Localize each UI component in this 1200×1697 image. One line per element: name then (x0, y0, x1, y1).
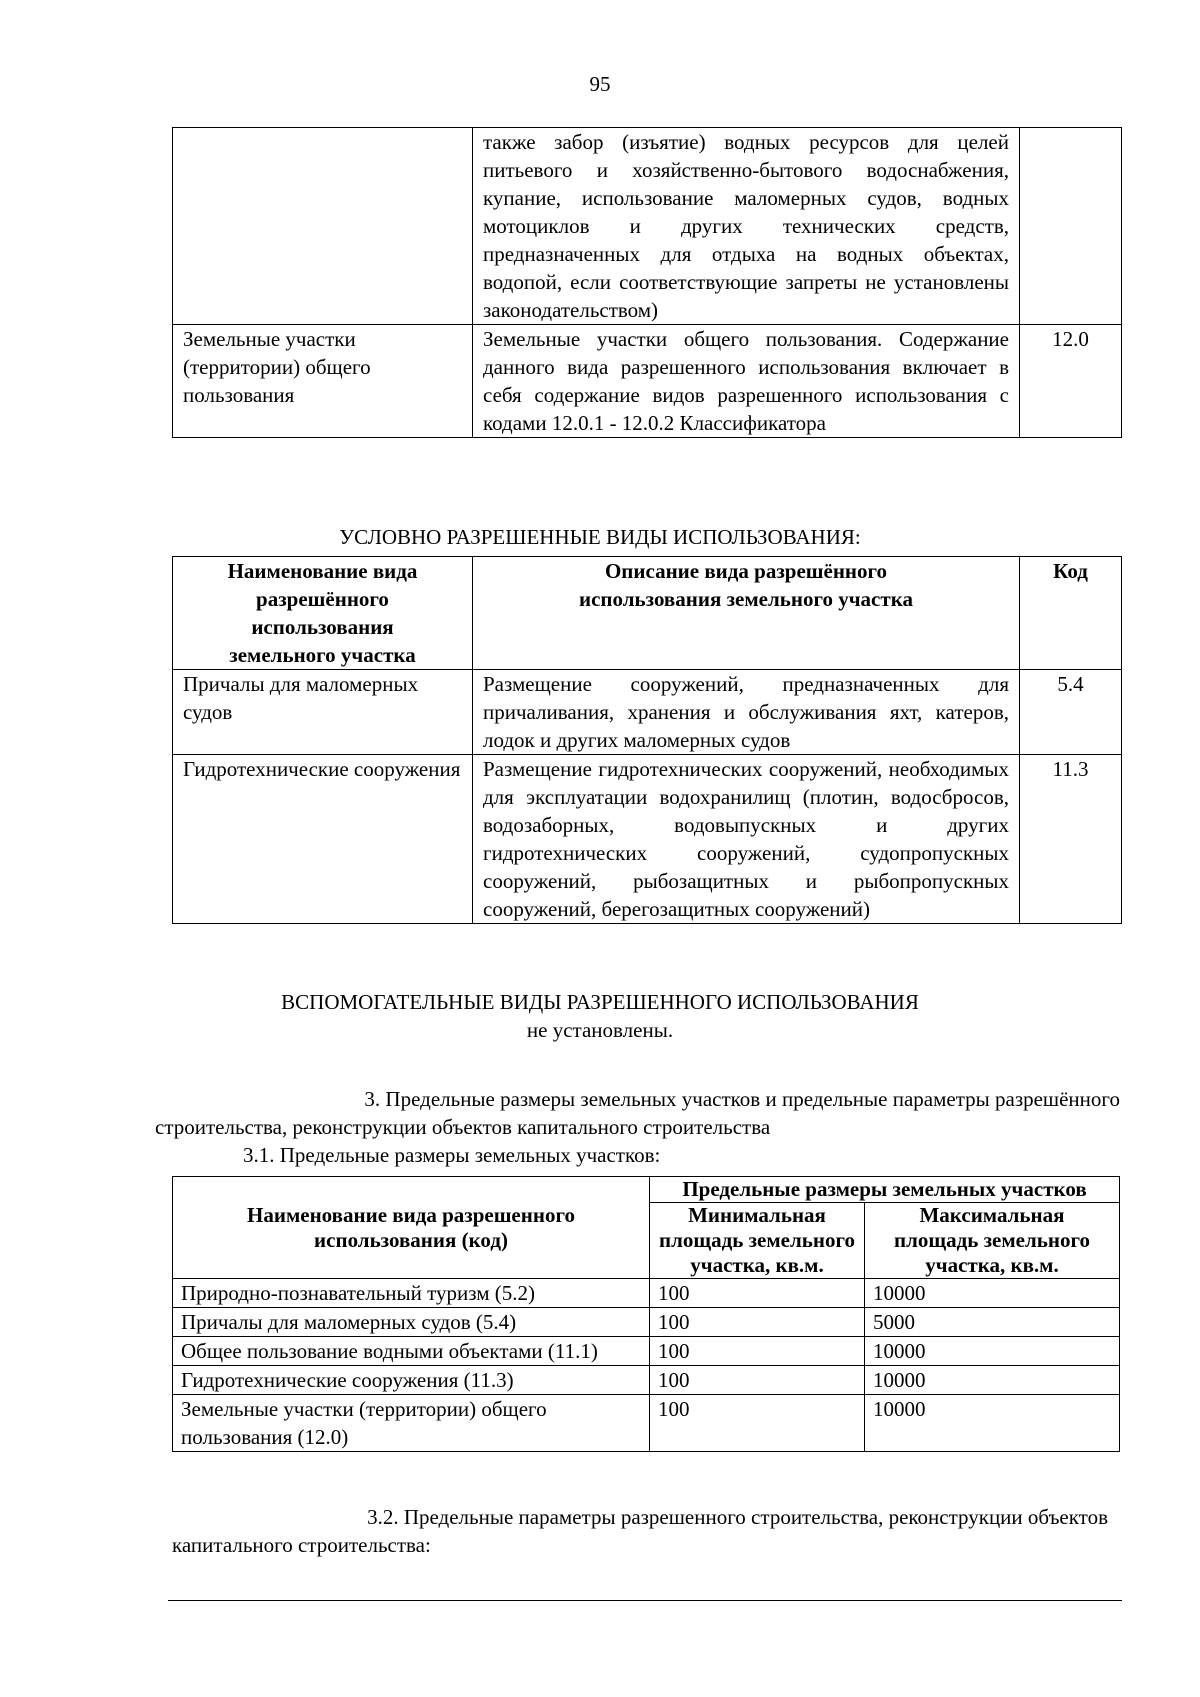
max-area-cell: 10000 (865, 1366, 1120, 1395)
use-name-cell: Общее пользование водными объектами (11.1) (173, 1337, 650, 1366)
use-code-cell: 11.3 (1020, 755, 1122, 924)
max-area-cell: 10000 (865, 1337, 1120, 1366)
table-row (173, 325, 1122, 438)
use-name-cell: Гидротехнические сооружения (11.3) (173, 1366, 650, 1395)
permitted-uses-table-continued (172, 127, 1122, 438)
min-area-cell: 100 (650, 1337, 865, 1366)
auxiliary-uses-note: не установлены. (526, 1018, 674, 1042)
column-header-min-area: Минимальная площадь земельного участка, кв.м. (650, 1203, 865, 1279)
use-name-cell: Причалы для маломерных судов (173, 670, 473, 755)
max-area-cell: 5000 (865, 1308, 1120, 1337)
column-header-code: Код (1020, 557, 1122, 670)
column-header-description: Описание вида разрешённого использования земельного участка (473, 557, 1020, 670)
table-row (173, 1337, 1120, 1366)
table-row (173, 670, 1122, 755)
column-header-group: Предельные размеры земельных участков (650, 1177, 1120, 1203)
use-name-cell: Гидротехнические сооружения (173, 755, 473, 924)
section3-paragraph-line2: строительства, реконструкции объектов капитального строительства (155, 1115, 771, 1139)
use-description-cell: Размещение сооружений, предназначенных для причаливания, хранения и обслуживания яхт, катеров, лодок и других маломерных судов (473, 670, 1020, 755)
plot-sizes-table (172, 1176, 1120, 1452)
use-name-cell (173, 128, 473, 325)
section3-1-paragraph: 3.1. Предельные размеры земельных участков: (243, 1143, 661, 1167)
table-row (173, 1395, 1120, 1452)
table-row (173, 128, 1122, 325)
max-area-cell: 10000 (865, 1279, 1120, 1308)
table-row (173, 1366, 1120, 1395)
use-name-cell: Земельные участки (территории) общего пользования (173, 325, 473, 438)
table-header-row (173, 557, 1122, 670)
use-name-cell: Природно-познавательный туризм (5.2) (173, 1279, 650, 1308)
use-description-cell: Земельные участки общего пользования. Содержание данного вида разрешенного использования включает в себя содержание видов разрешенного использования с кодами 12.0.1 - 12.0.2 Классификатора (473, 325, 1020, 438)
table-header-row (173, 1177, 1120, 1203)
min-area-cell: 100 (650, 1308, 865, 1337)
use-description-cell: также забор (изъятие) водных ресурсов для целей питьевого и хозяйственно-бытового водоснабжения, купание, использование маломерных судов, водных мотоциклов и других технических средств, предназначенных для отдыха на водных объектах, водопой, если соответствующие запреты не установлены законодательством) (473, 128, 1020, 325)
page-number: 95 (589, 72, 611, 96)
use-code-cell (1020, 128, 1122, 325)
section3-2-paragraph-line2: капитального строительства: (172, 1533, 431, 1557)
conditional-uses-table (172, 556, 1122, 924)
column-header-use-name: Наименование вида разрешенного использования (код) (173, 1177, 650, 1279)
footer-divider (168, 1600, 1122, 1601)
table-row (173, 755, 1122, 924)
column-header-name: Наименование вида разрешённого использования земельного участка (173, 557, 473, 670)
column-header-max-area: Максимальная площадь земельного участка, кв.м. (865, 1203, 1120, 1279)
min-area-cell: 100 (650, 1366, 865, 1395)
table-row (173, 1279, 1120, 1308)
use-description-cell: Размещение гидротехнических сооружений, необходимых для эксплуатации водохранилищ (плотин, водосбросов, водозаборных, водовыпускных и других гидротехнических сооружений, судопропускных сооружений, рыбозащитных и рыбопропускных сооружений, берегозащитных сооружений) (473, 755, 1020, 924)
min-area-cell: 100 (650, 1279, 865, 1308)
section3-2-paragraph-line1: 3.2. Предельные параметры разрешенного строительства, реконструкции объектов (367, 1505, 1108, 1529)
table-row (173, 1308, 1120, 1337)
use-name-cell: Причалы для маломерных судов (5.4) (173, 1308, 650, 1337)
use-code-cell: 5.4 (1020, 670, 1122, 755)
conditional-uses-heading: УСЛОВНО РАЗРЕШЕННЫЕ ВИДЫ ИСПОЛЬЗОВАНИЯ: (339, 525, 861, 549)
use-name-cell: Земельные участки (территории) общего пользования (12.0) (173, 1395, 650, 1452)
max-area-cell: 10000 (865, 1395, 1120, 1452)
min-area-cell: 100 (650, 1395, 865, 1452)
auxiliary-uses-heading: ВСПОМОГАТЕЛЬНЫЕ ВИДЫ РАЗРЕШЕННОГО ИСПОЛЬЗОВАНИЯ (281, 990, 919, 1014)
section3-paragraph-line1: 3. Предельные размеры земельных участков и предельные параметры разрешённого (364, 1087, 1120, 1111)
use-code-cell: 12.0 (1020, 325, 1122, 438)
